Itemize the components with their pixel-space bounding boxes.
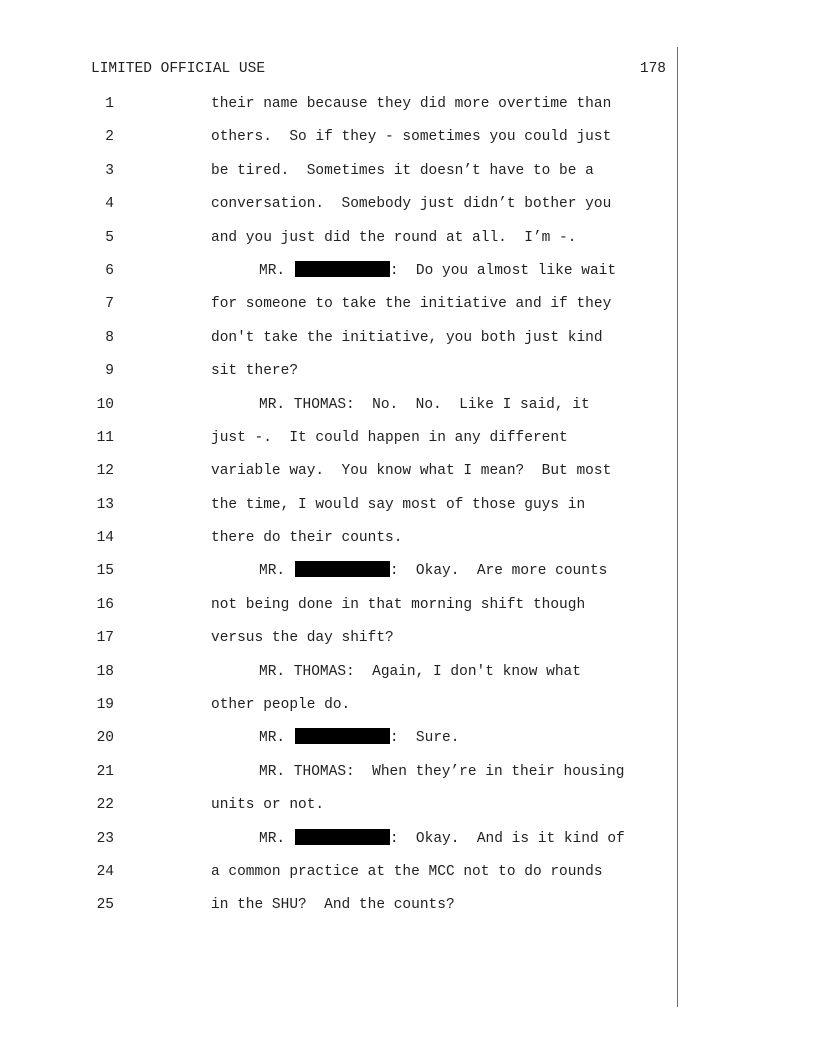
line-number: 15	[96, 563, 114, 580]
line-number: 3	[105, 162, 114, 179]
transcript-line	[0, 595, 816, 628]
transcript-line	[0, 628, 816, 661]
line-number: 7	[105, 296, 114, 313]
page-number: 178	[639, 61, 666, 77]
transcript-line	[0, 795, 816, 828]
line-number: 17	[96, 630, 114, 647]
classification-header: LIMITED OFFICIAL USE	[91, 61, 266, 77]
transcript-line	[0, 161, 816, 194]
line-text: the time, I would say most of those guys in	[211, 496, 586, 513]
redaction-box	[295, 829, 390, 845]
speaker-prefix: MR.	[259, 730, 294, 747]
speech-text: : Okay. And is it kind of	[389, 830, 625, 847]
line-number: 22	[96, 797, 114, 814]
transcript-line	[0, 294, 816, 327]
line-number: 11	[96, 429, 114, 446]
line-number: 5	[105, 229, 114, 246]
line-text: for someone to take the initiative and if they	[211, 296, 612, 313]
redaction-box	[295, 561, 390, 577]
transcript-line	[0, 127, 816, 160]
speech-text: : Okay. Are more counts	[389, 563, 608, 580]
line-number: 25	[96, 897, 114, 914]
transcript-line	[0, 895, 816, 928]
speech-text: : Sure.	[389, 730, 460, 747]
line-number: 18	[96, 663, 114, 680]
line-number: 24	[96, 863, 114, 880]
transcript-line	[0, 495, 816, 528]
line-text: not being done in that morning shift though	[211, 596, 586, 613]
redaction-box	[295, 261, 390, 277]
line-text: be tired. Sometimes it doesn’t have to be a	[211, 162, 594, 179]
line-number: 23	[96, 830, 114, 847]
line-text: others. So if they - sometimes you could just	[211, 129, 612, 146]
transcript-line	[0, 728, 816, 761]
line-number: 16	[96, 596, 114, 613]
line-text: a common practice at the MCC not to do rounds	[211, 863, 603, 880]
line-number: 8	[105, 329, 114, 346]
line-number: 6	[105, 262, 114, 279]
speaker-prefix: MR.	[259, 262, 294, 279]
transcript-line	[0, 194, 816, 227]
transcript-line	[0, 328, 816, 361]
line-number: 4	[105, 196, 114, 213]
line-number: 10	[96, 396, 114, 413]
speaker-prefix: MR.	[259, 830, 294, 847]
line-number: 19	[96, 697, 114, 714]
line-text: don't take the initiative, you both just kind	[211, 329, 603, 346]
line-number: 12	[96, 463, 114, 480]
transcript-line	[0, 762, 816, 795]
line-text: conversation. Somebody just didn’t bother you	[211, 196, 612, 213]
transcript-line	[0, 862, 816, 895]
line-text: MR. THOMAS: Again, I don't know what	[259, 663, 581, 680]
line-text: just -. It could happen in any different	[211, 429, 568, 446]
line-text	[259, 829, 625, 849]
line-text	[259, 561, 607, 581]
transcript-line	[0, 361, 816, 394]
line-text: MR. THOMAS: No. No. Like I said, it	[259, 396, 590, 413]
line-text: their name because they did more overtime than	[211, 96, 612, 112]
line-text	[259, 261, 616, 281]
transcript-line	[0, 695, 816, 728]
line-text: other people do.	[211, 697, 351, 714]
transcript-line	[0, 428, 816, 461]
line-text: there do their counts.	[211, 530, 403, 547]
line-number: 20	[96, 730, 114, 747]
line-number: 9	[105, 363, 114, 380]
transcript-line	[0, 261, 816, 294]
transcript-line	[0, 829, 816, 862]
line-text: variable way. You know what I mean? But most	[211, 463, 612, 480]
line-number: 1	[105, 96, 114, 112]
line-text: versus the day shift?	[211, 630, 394, 647]
line-text: MR. THOMAS: When they’re in their housing	[259, 763, 625, 780]
transcript-line	[0, 662, 816, 695]
line-number: 13	[96, 496, 114, 513]
transcript-line	[0, 461, 816, 494]
transcript-lines	[0, 94, 816, 929]
line-text: and you just did the round at all. I’m -.	[211, 229, 577, 246]
line-number: 21	[96, 763, 114, 780]
line-text: sit there?	[211, 363, 299, 380]
transcript-line	[0, 94, 816, 127]
transcript-line	[0, 228, 816, 261]
speech-text: : Do you almost like wait	[389, 262, 617, 279]
line-text	[259, 728, 459, 748]
transcript-line	[0, 395, 816, 428]
redaction-box	[295, 728, 390, 744]
speaker-prefix: MR.	[259, 563, 294, 580]
line-text: units or not.	[211, 797, 325, 814]
line-text: in the SHU? And the counts?	[211, 897, 455, 914]
line-number: 14	[96, 530, 114, 547]
transcript-line	[0, 561, 816, 594]
transcript-line	[0, 528, 816, 561]
line-number: 2	[105, 129, 114, 146]
